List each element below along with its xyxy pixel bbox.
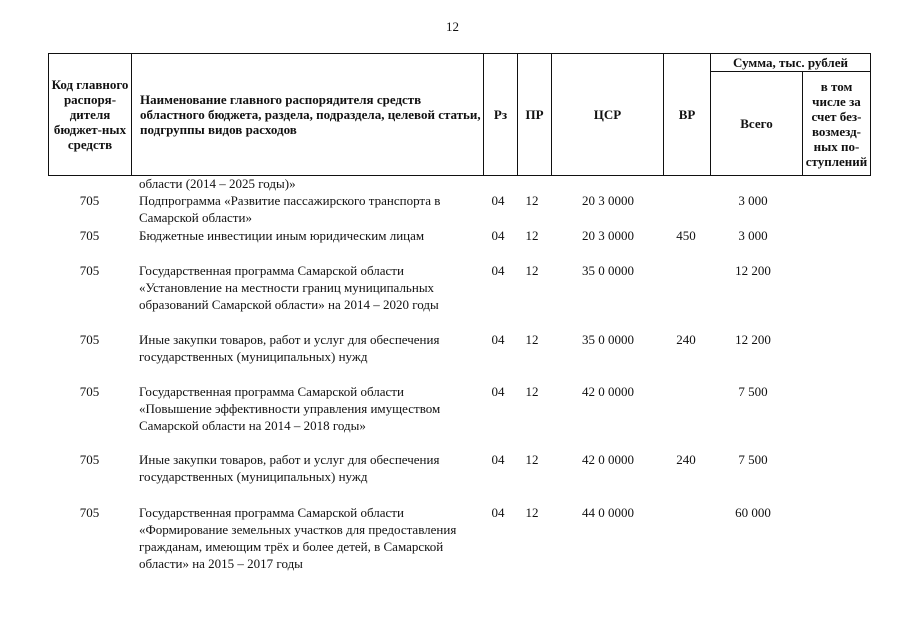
row-name: области (2014 – 2025 годы)» (139, 176, 296, 191)
row-name: Государственная программа Самарской области «Установление на местности границ муниципальных образований Самарской области» на 2014 – 2020 годы (139, 263, 439, 312)
header-sum: Сумма, тыс. рублей (711, 54, 871, 72)
row-pr: 12 (525, 332, 539, 347)
row-code: 705 (79, 505, 100, 520)
row-code: 705 (79, 193, 100, 208)
row-pr: 12 (525, 263, 539, 278)
row-pr: 12 (525, 193, 539, 208)
row-code: 705 (79, 452, 100, 467)
row-pr: 12 (525, 505, 539, 520)
row-code: 705 (79, 228, 100, 243)
row-code: 705 (79, 384, 100, 399)
row-total: 3 000 (738, 228, 768, 243)
row-total: 7 500 (738, 384, 768, 399)
header-total: Всего (711, 72, 803, 176)
row-csr: 35 0 0000 (582, 332, 634, 347)
table-row (48, 383, 870, 451)
row-rz: 04 (491, 332, 505, 347)
header-pr: ПР (518, 54, 552, 176)
row-csr: 20 3 0000 (582, 228, 634, 243)
header-name: Наименование главного распорядителя средств областного бюджета, раздела, подраздела, целевой статьи, подгруппы видов расходов (132, 54, 484, 176)
table-row (48, 504, 870, 590)
table-row (48, 175, 870, 192)
row-code: 705 (79, 263, 100, 278)
row-name: Иные закупки товаров, работ и услуг для обеспечения государственных (муниципальных) нужд (139, 452, 440, 484)
row-name: Иные закупки товаров, работ и услуг для обеспечения государственных (муниципальных) нужд (139, 332, 440, 364)
header-rz: Рз (484, 54, 518, 176)
row-name: Подпрограмма «Развитие пассажирского транспорта в Самарской области» (139, 193, 441, 225)
row-vr: 450 (676, 228, 696, 243)
table-row (48, 262, 870, 331)
row-csr: 42 0 0000 (582, 384, 634, 399)
row-csr: 44 0 0000 (582, 505, 634, 520)
header-csr: ЦСР (552, 54, 664, 176)
row-rz: 04 (491, 452, 505, 467)
row-code: 705 (79, 332, 100, 347)
row-total: 3 000 (738, 193, 768, 208)
table-row (48, 331, 870, 383)
row-csr: 35 0 0000 (582, 263, 634, 278)
header-vr: ВР (664, 54, 711, 176)
row-pr: 12 (525, 384, 539, 399)
row-csr: 42 0 0000 (582, 452, 634, 467)
header-including: в том числе за счет без-возмезд-ных по-ступлений (803, 72, 871, 176)
row-rz: 04 (491, 263, 505, 278)
row-total: 12 200 (735, 263, 771, 278)
row-name: Бюджетные инвестиции иным юридическим лицам (139, 228, 425, 243)
table-row (48, 451, 870, 504)
row-total: 12 200 (735, 332, 771, 347)
table-row (48, 192, 870, 227)
row-rz: 04 (491, 505, 505, 520)
row-name: Государственная программа Самарской области «Повышение эффективности управления имуществом Самарской области на 2014 – 2018 годы» (139, 384, 441, 433)
row-name: Государственная программа Самарской области «Формирование земельных участков для предоставления гражданам, имеющим трёх и более детей, в Самарской области» на 2015 – 2017 годы (139, 505, 457, 571)
table-body (48, 175, 870, 590)
page-number: 12 (446, 19, 459, 34)
table-header (48, 53, 871, 176)
row-rz: 04 (491, 384, 505, 399)
row-total: 7 500 (738, 452, 768, 467)
row-rz: 04 (491, 228, 505, 243)
header-code: Код главного распоря-дителя бюджет-ных средств (49, 54, 132, 176)
row-total: 60 000 (735, 505, 771, 520)
row-csr: 20 3 0000 (582, 193, 634, 208)
row-vr: 240 (676, 332, 696, 347)
row-rz: 04 (491, 193, 505, 208)
row-pr: 12 (525, 228, 539, 243)
table-row (48, 227, 870, 262)
row-pr: 12 (525, 452, 539, 467)
row-vr: 240 (676, 452, 696, 467)
